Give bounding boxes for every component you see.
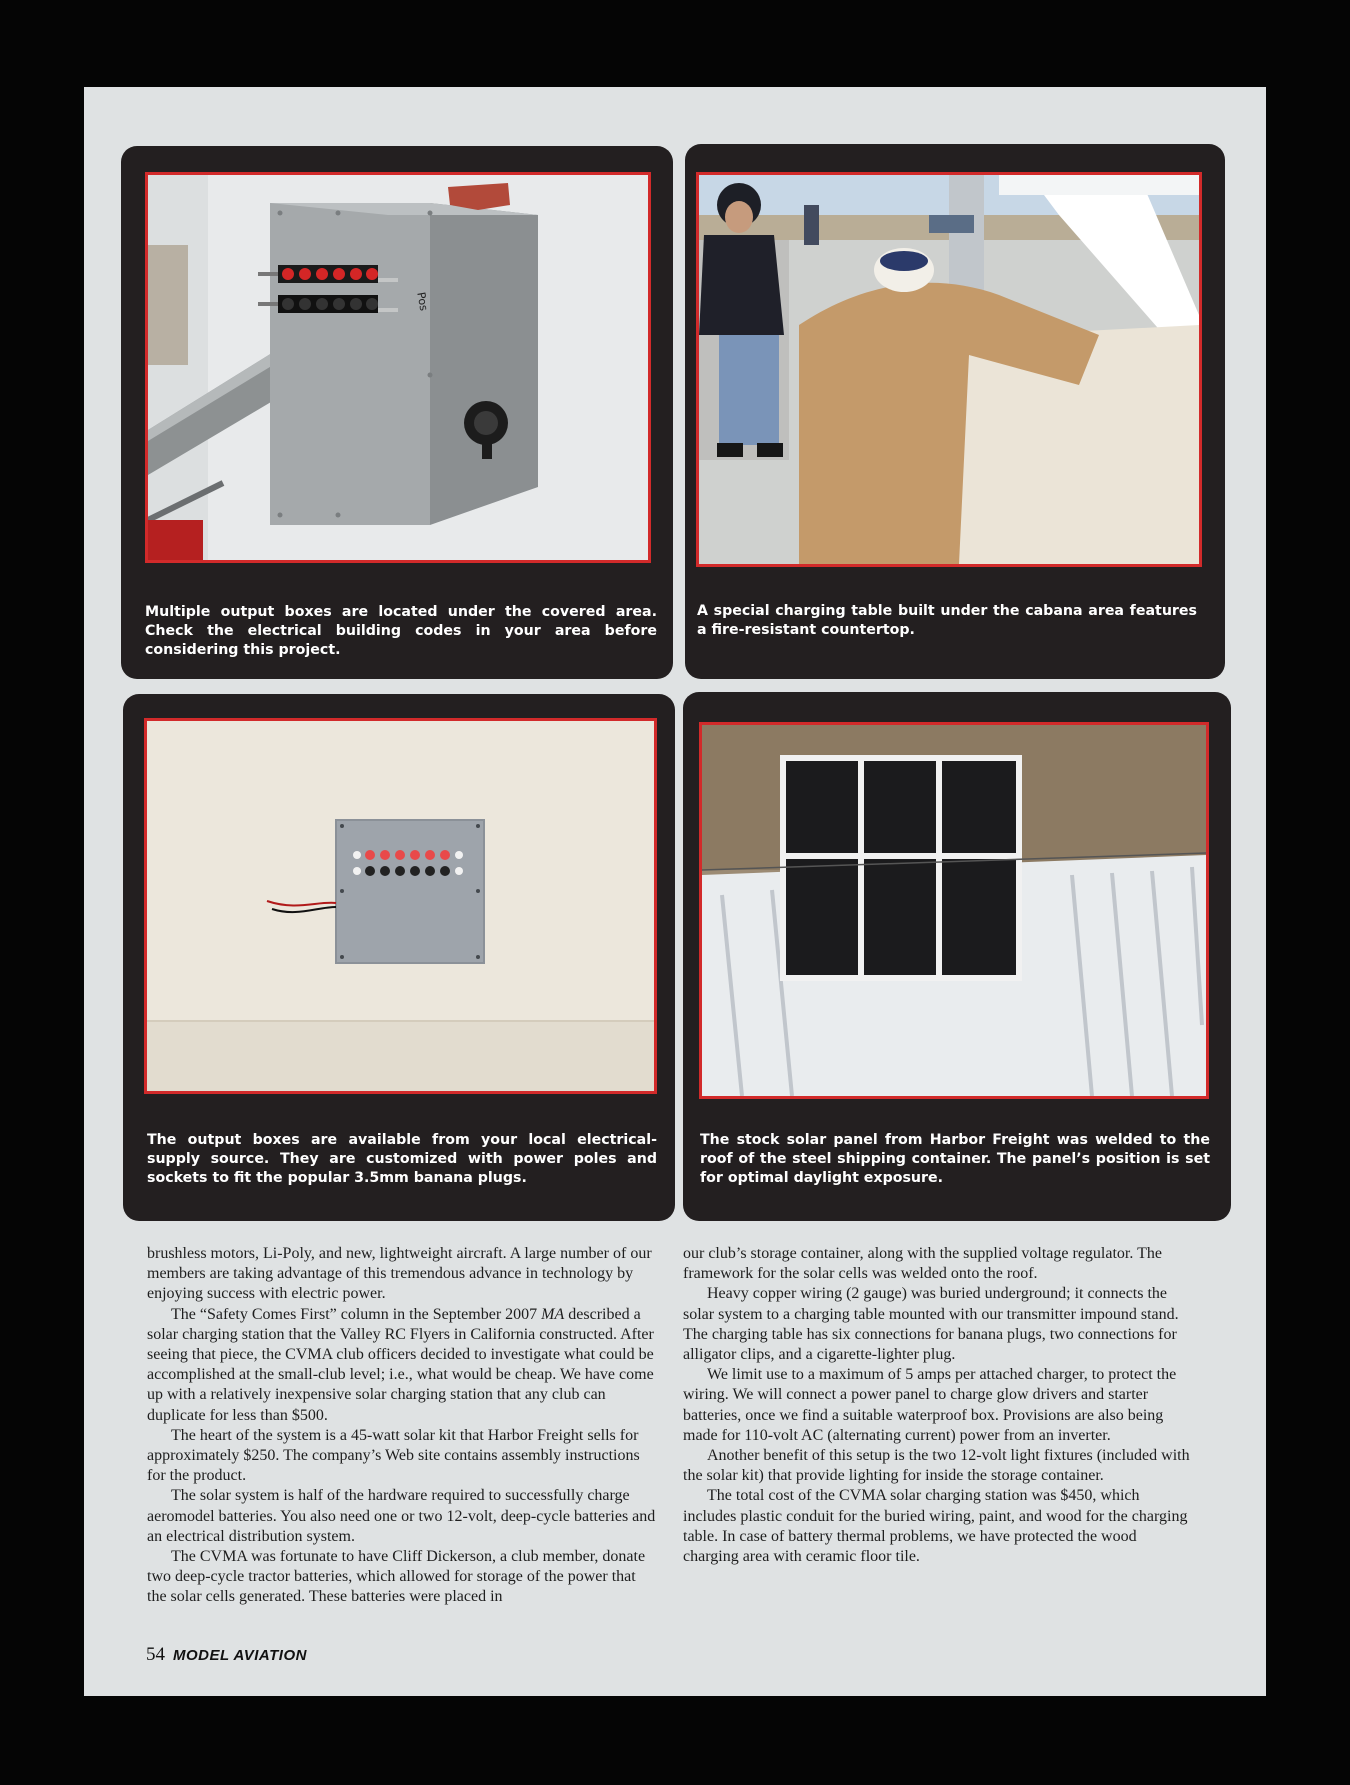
photo-box-label: Pos <box>414 291 431 312</box>
body-column-left <box>147 1244 659 1608</box>
photo-output-box-plywood <box>144 718 657 1094</box>
photo-output-box-wall <box>145 172 651 563</box>
photo-output-box-wall-image <box>148 175 648 560</box>
body-paragraph <box>147 1305 659 1426</box>
page-footer <box>146 1644 307 1666</box>
photo-solar-panel <box>699 722 1209 1099</box>
photo-card-charging-table <box>685 144 1225 679</box>
body-paragraph: brushless motors, Li-Poly, and new, lightweight aircraft. A large number of our members are taking advantage of this tremendous advance in technology by enjoying success with electric power. <box>147 1245 652 1303</box>
photo-solar-panel-image <box>702 725 1206 1096</box>
body-text: described a solar charging station that the Valley RC Flyers in California constructed. After seeing that piece, the CVMA club officers decided to investigate what could be accomplished at the small-club level; i.e., what would be cheap. We have come up with a relatively inexpensive solar charging station that any club can duplicate for less than $500. <box>147 1305 654 1424</box>
body-paragraph: our club’s storage container, along with the supplied voltage regulator. The framework for the solar cells was welded onto the roof. <box>683 1245 1162 1283</box>
photo-card-solar-panel <box>683 692 1231 1221</box>
body-paragraph: The solar system is half of the hardware required to successfully charge aeromodel batteries. You also need one or two 12-volt, deep-cycle batteries and an electrical distribution system. <box>147 1487 656 1545</box>
page-number: 54 <box>146 1644 165 1665</box>
magazine-abbreviation: MA <box>541 1305 565 1323</box>
body-column-right <box>683 1244 1195 1567</box>
photo-card-output-box-plywood <box>123 694 675 1221</box>
body-paragraph: Another benefit of this setup is the two 12-volt light fixtures (included with the solar kit) that provide lighting for inside the storage container. <box>683 1447 1190 1485</box>
photo-card-output-box <box>121 146 673 679</box>
caption-charging-table: A special charging table built under the cabana area features a fire-resistant countertop. <box>697 603 1197 638</box>
caption-solar-panel: The stock solar panel from Harbor Freight was welded to the roof of the steel shipping container. The panel’s position is set for optimal daylight exposure. <box>700 1132 1210 1186</box>
magazine-name: MODEL AVIATION <box>173 1647 307 1664</box>
photo-charging-table <box>696 172 1202 567</box>
caption-output-boxes: Multiple output boxes are located under the covered area. Check the electrical building codes in your area before considering this project. <box>145 604 657 658</box>
body-paragraph: The heart of the system is a 45-watt solar kit that Harbor Freight sells for approximately $250. The company’s Web site contains assembly instructions for the product. <box>147 1426 640 1485</box>
body-paragraph: We limit use to a maximum of 5 amps per attached charger, to protect the wiring. We will connect a power panel to charge glow drivers and starter batteries, once we find a suitable waterproof box. Provisions are also being made for 110-volt AC (alternating current) power from an inverter. <box>683 1366 1177 1444</box>
caption-output-boxes-source: The output boxes are available from your local electrical-supply source. They are customized with power poles and sockets to fit the popular 3.5mm banana plugs. <box>147 1132 657 1186</box>
body-paragraph: The total cost of the CVMA solar charging station was $450, which includes plastic conduit for the buried wiring, paint, and wood for the charging table. In case of battery thermal problems, we have protected the wood charging area with ceramic floor tile. <box>683 1487 1188 1566</box>
body-paragraph: The CVMA was fortunate to have Cliff Dickerson, a club member, donate two deep-cycle tractor batteries, which allowed for storage of the power that the solar cells generated. These batteries were placed in <box>147 1548 646 1606</box>
body-text: The “Safety Comes First” column in the September 2007 <box>171 1305 542 1323</box>
body-paragraph: Heavy copper wiring (2 gauge) was buried underground; it connects the solar system to a charging table mounted with our transmitter impound stand. The charging table has six connections for banana plugs, two connections for alligator clips, and a cigarette-lighter plug. <box>683 1285 1179 1364</box>
photo-output-box-plywood-image <box>147 721 654 1091</box>
photo-charging-table-image <box>699 175 1199 564</box>
